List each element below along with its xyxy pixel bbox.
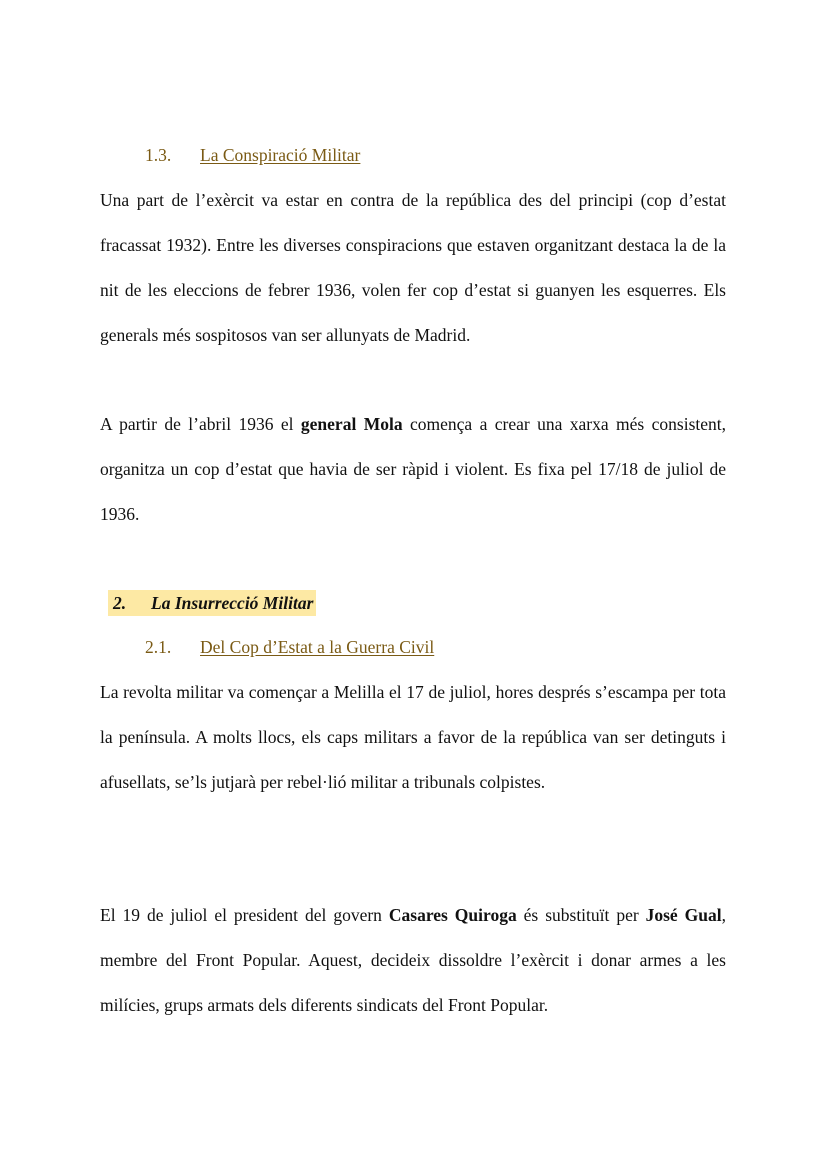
text-run: , membre del Front Popular. Aquest, decideix dissoldre l’exèrcit i donar armes a les milícies, grups armats dels diferents sindicats del Front Popular. xyxy=(100,905,726,1015)
heading-title: La Conspiració Militar xyxy=(200,145,361,165)
text-run: comença a crear una xarxa més consistent, organitza un cop d’estat que havia de ser ràpid i violent. Es fixa pel 17/18 de juliol de 1936. xyxy=(100,414,727,524)
heading-number: 1.3. xyxy=(145,145,172,165)
text-run: és substituït per xyxy=(516,905,646,925)
heading-1-3 xyxy=(145,145,360,166)
heading-2 xyxy=(108,590,316,616)
heading-number: 2. xyxy=(113,593,127,613)
heading-title: La Insurrecció Militar xyxy=(151,593,314,613)
heading-number: 2.1. xyxy=(145,637,172,657)
paragraph-govern xyxy=(100,893,726,1028)
text-run: A partir de l’abril 1936 el xyxy=(100,414,301,434)
bold-run: Casares Quiroga xyxy=(388,905,517,925)
text-run: El 19 de juliol el president del govern xyxy=(100,905,389,925)
paragraph-conspiracio: Una part de l’exèrcit va estar en contra de la república des del principi (cop d’estat fracassat 1932). Entre les diverses conspiracions que estaven organitzant destaca la de la nit de les eleccions de febrer 1936, volen fer cop d’estat si guanyen les esquerres. Els generals més sospitosos van ser allunyats de Madrid. xyxy=(100,190,726,345)
paragraph-mola xyxy=(100,402,726,537)
bold-run: José Gual xyxy=(645,905,722,925)
paragraph-revolta: La revolta militar va començar a Melilla el 17 de juliol, hores després s’escampa per tota la península. A molts llocs, els caps militars a favor de la república van ser detinguts i afusellats, se’ls jutjarà per rebel·lió militar a tribunals colpistes. xyxy=(100,682,726,792)
heading-2-1 xyxy=(145,637,434,658)
heading-title: Del Cop d’Estat a la Guerra Civil xyxy=(200,637,435,657)
bold-run: general Mola xyxy=(300,414,403,434)
